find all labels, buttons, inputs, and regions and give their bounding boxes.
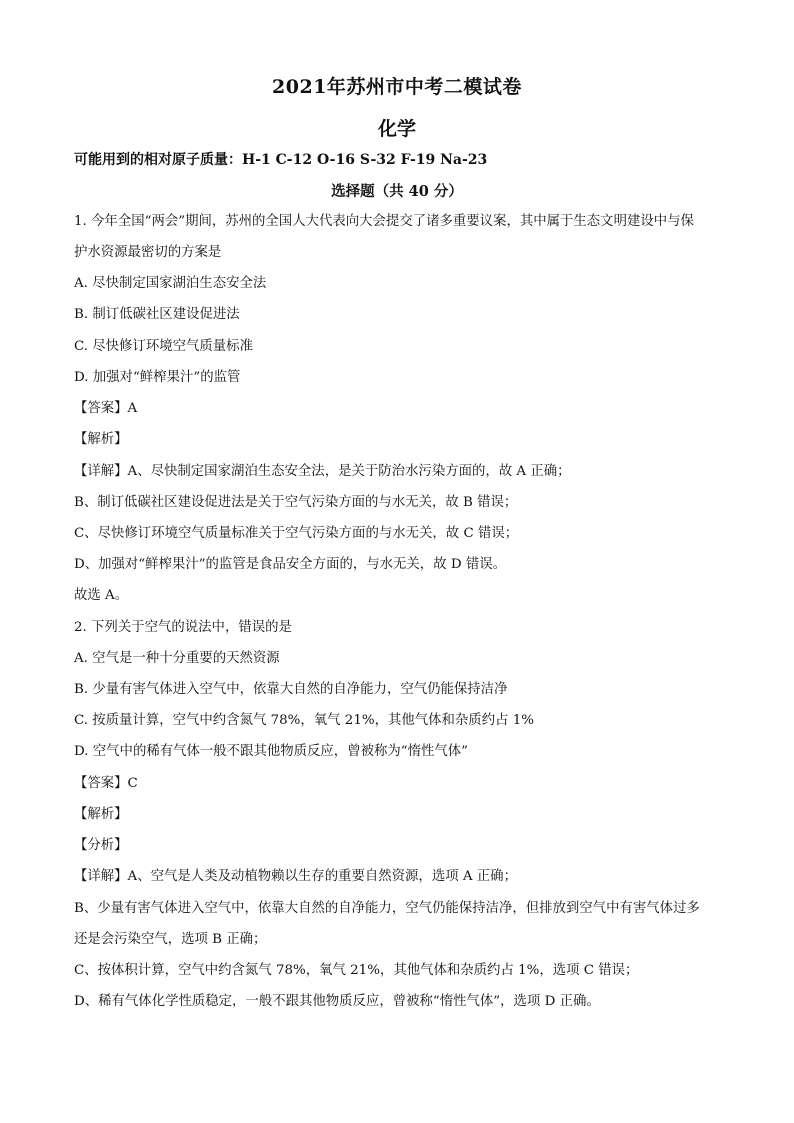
q2-option-a: A. 空气是一种十分重要的天然资源 [74, 651, 280, 666]
q2-option-c: C. 按质量计算，空气中约含氮气 78%，氧气 21%，其他气体和杂质约占 1% [74, 713, 534, 728]
q1-detail-line2: B、制订低碳社区建设促进法是关于空气污染方面的与水无关，故 B 错误； [74, 495, 518, 510]
q1-option-a: A. 尽快制定国家湖泊生态安全法 [74, 276, 267, 291]
q2-detail-line5: D、稀有气体化学性质稳定，一般不跟其他物质反应，曾被称“惰性气体”，选项 D 正确。 [74, 994, 600, 1009]
q2-analysis-label: 【解析】 [74, 807, 128, 822]
section-heading: 选择题（共 40 分） [331, 183, 463, 200]
subject-title: 化学 [377, 118, 416, 140]
q1-detail-line4: D、加强对“鲜榨果汁”的监管是食品安全方面的，与水无关，故 D 错误。 [74, 557, 507, 572]
q2-answer: 【答案】C [74, 776, 138, 791]
q2-option-b: B. 少量有害气体进入空气中，依靠大自然的自净能力，空气仍能保持洁净 [74, 682, 508, 697]
q1-option-b: B. 制订低碳社区建设促进法 [74, 307, 240, 322]
q1-option-c: C. 尽快修订环境空气质量标准 [74, 339, 253, 354]
q1-conclusion: 故选 A。 [74, 588, 129, 603]
q2-option-d: D. 空气中的稀有气体一般不跟其他物质反应，曾被称为“惰性气体” [74, 744, 469, 759]
q2-stem: 2. 下列关于空气的说法中，错误的是 [74, 620, 292, 635]
q1-answer: 【答案】A [74, 401, 138, 416]
q2-detail-line2: B、少量有害气体进入空气中，依靠大自然的自净能力，空气仍能保持洁净，但排放到空气中有害气体过多 [74, 901, 700, 916]
q1-stem-line2: 护水资源最密切的方案是 [74, 245, 222, 260]
q2-detail-line1: 【详解】A、空气是人类及动植物赖以生存的重要自然资源，选项 A 正确； [74, 869, 517, 884]
q1-detail-line1: 【详解】A、尽快制定国家湖泊生态安全法，是关于防治水污染方面的，故 A 正确； [74, 464, 571, 479]
q2-fenxi-label: 【分析】 [74, 838, 128, 853]
q1-detail-line3: C、尽快修订环境空气质量标准关于空气污染方面的与水无关，故 C 错误； [74, 526, 519, 541]
exam-title: 2021年苏州市中考二模试卷 [272, 76, 522, 98]
q2-detail-line4: C、按体积计算，空气中约含氮气 78%，氧气 21%，其他气体和杂质约占 1%，选项 C 错误； [74, 963, 639, 978]
atomic-masses-line: 可能用到的相对原子质量：H-1 C-12 O-16 S-32 F-19 Na-23 [74, 152, 488, 168]
q1-option-d: D. 加强对“鲜榨果汁”的监管 [74, 370, 241, 385]
q2-detail-line3: 还是会污染空气，选项 B 正确； [74, 932, 267, 947]
q1-stem-line1: 1. 今年全国“两会”期间，苏州的全国人大代表向大会提交了诸多重要议案，其中属于生态文明建设中与保 [74, 214, 694, 229]
q1-analysis-label: 【解析】 [74, 432, 128, 447]
